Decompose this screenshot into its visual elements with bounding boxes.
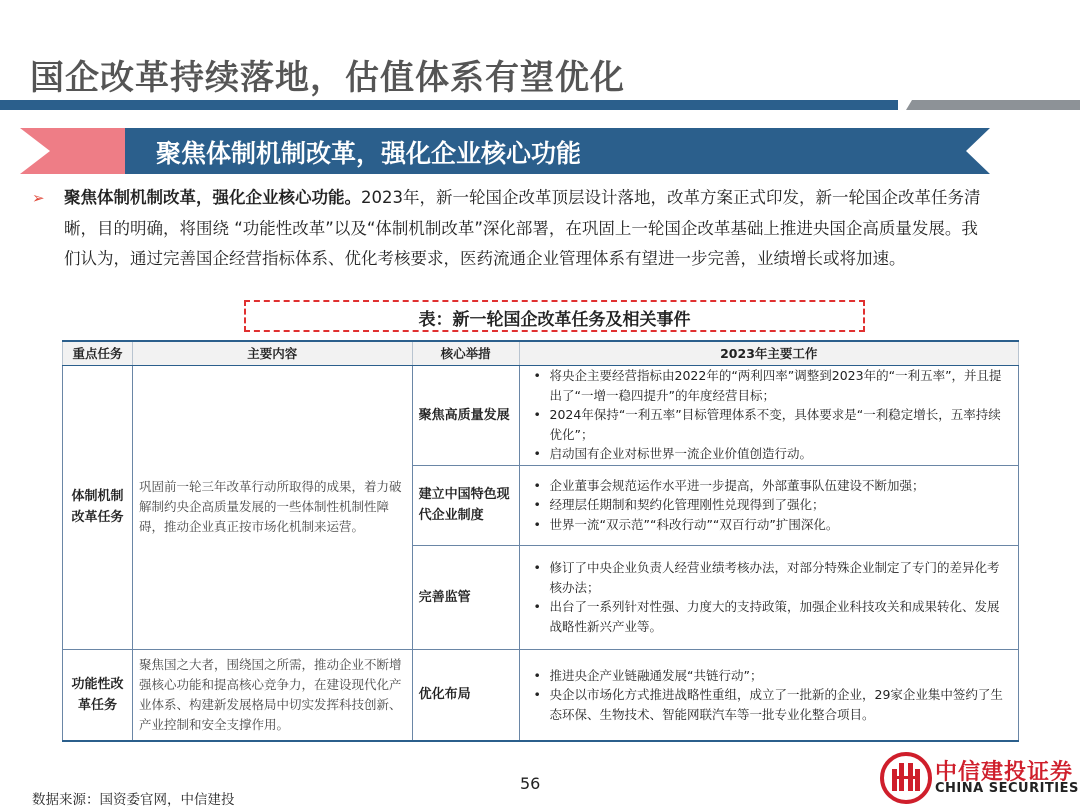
title-underline-grey bbox=[906, 100, 1080, 110]
table-header-row bbox=[63, 341, 1019, 365]
work-item: • 央企以市场化方式推进战略性重组，成立了一批新的企业，29家企业集中签约了生态环保、生物技术、智能网联汽车等一批专业化整合项目。 bbox=[530, 685, 1010, 724]
page-title: 国企改革持续落地，估值体系有望优化 bbox=[30, 58, 625, 98]
data-source: 数据来源：国资委官网，中信建投 bbox=[32, 792, 235, 808]
work-item: • 启动国有企业对标世界一流企业价值创造行动。 bbox=[530, 444, 1010, 464]
table-row bbox=[63, 365, 1019, 465]
arrow-bullet-icon: ➢ bbox=[32, 189, 45, 207]
work-cell bbox=[519, 649, 1018, 741]
measure-cell: 聚焦高质量发展 bbox=[412, 365, 519, 465]
title-underline-blue bbox=[0, 100, 898, 110]
task-cell: 体制机制改革任务 bbox=[63, 365, 133, 649]
work-cell bbox=[519, 545, 1018, 649]
paragraph-lead: 聚焦体制机制改革，强化企业核心功能。 bbox=[64, 188, 361, 207]
company-logo bbox=[880, 750, 1080, 805]
citic-logo-icon bbox=[880, 752, 932, 804]
work-item: • 世界一流“双示范”“科改行动”“双百行动”扩围深化。 bbox=[530, 515, 1010, 535]
content-cell: 巩固前一轮三年改革行动所取得的成果，着力破解制约央企高质量发展的一些体制性机制性障碍，推动企业真正按市场化机制来运营。 bbox=[132, 365, 412, 649]
table-caption: 表：新一轮国企改革任务及相关事件 bbox=[418, 310, 691, 330]
paragraph-text: 2023年，新一轮国企改革顶层设计落地，改革方案正式印发，新一轮国企改革任务清晰，目的明确，将围绕 “功能性改革”以及“体制机制改革”深化部署，在巩固上一轮国企改革基础上推进央国企高质量发展。我们认为，通过完善国企经营指标体系、优化考核要求，医药流通企业管理体系有望进一步完善，业绩增长或将加速。 bbox=[64, 188, 981, 268]
logo-name-en: CHINA SECURITIES bbox=[935, 781, 1079, 796]
section-banner bbox=[20, 128, 990, 174]
col-header-task: 重点任务 bbox=[63, 341, 133, 365]
logo-name-cn: 中信建投证券 bbox=[935, 760, 1074, 785]
work-item: • 将央企主要经营指标由2022年的“两利四率”调整到2023年的“一利五率”，并且提出了“一增一稳四提升”的年度经营目标； bbox=[530, 366, 1010, 405]
measure-cell: 优化布局 bbox=[412, 649, 519, 741]
table-caption-box bbox=[244, 300, 865, 332]
table-row bbox=[63, 649, 1019, 741]
work-cell bbox=[519, 365, 1018, 465]
measure-cell: 完善监管 bbox=[412, 545, 519, 649]
task-cell: 功能性改革任务 bbox=[63, 649, 133, 741]
work-item: • 推进央企产业链融通发展“共链行动”； bbox=[530, 666, 1010, 686]
page-number: 56 bbox=[520, 774, 541, 793]
banner-title: 聚焦体制机制改革，强化企业核心功能 bbox=[156, 139, 582, 168]
content-cell: 聚焦国之大者，围绕国之所需，推动企业不断增强核心功能和提高核心竞争力，在建设现代化产业体系、构建新发展格局中切实发挥科技创新、产业控制和安全支撑作用。 bbox=[132, 649, 412, 741]
measure-cell: 建立中国特色现代企业制度 bbox=[412, 465, 519, 545]
work-item: • 出台了一系列针对性强、力度大的支持政策，加强企业科技攻关和成果转化、发展战略性新兴产业等。 bbox=[530, 597, 1010, 636]
col-header-content: 主要内容 bbox=[132, 341, 412, 365]
reform-table bbox=[62, 340, 1019, 742]
work-item: • 经理层任期制和契约化管理刚性兑现得到了强化； bbox=[530, 495, 1010, 515]
work-item: • 2024年保持“一利五率”目标管理体系不变，具体要求是“一利稳定增长，五率持续优化”； bbox=[530, 405, 1010, 444]
summary-paragraph bbox=[32, 183, 992, 275]
work-item: • 企业董事会规范运作水平进一步提高，外部董事队伍建设不断加强； bbox=[530, 476, 1010, 496]
col-header-measure: 核心举措 bbox=[412, 341, 519, 365]
work-item: • 修订了中央企业负责人经营业绩考核办法，对部分特殊企业制定了专门的差异化考核办法； bbox=[530, 558, 1010, 597]
col-header-work: 2023年主要工作 bbox=[519, 341, 1018, 365]
work-cell bbox=[519, 465, 1018, 545]
